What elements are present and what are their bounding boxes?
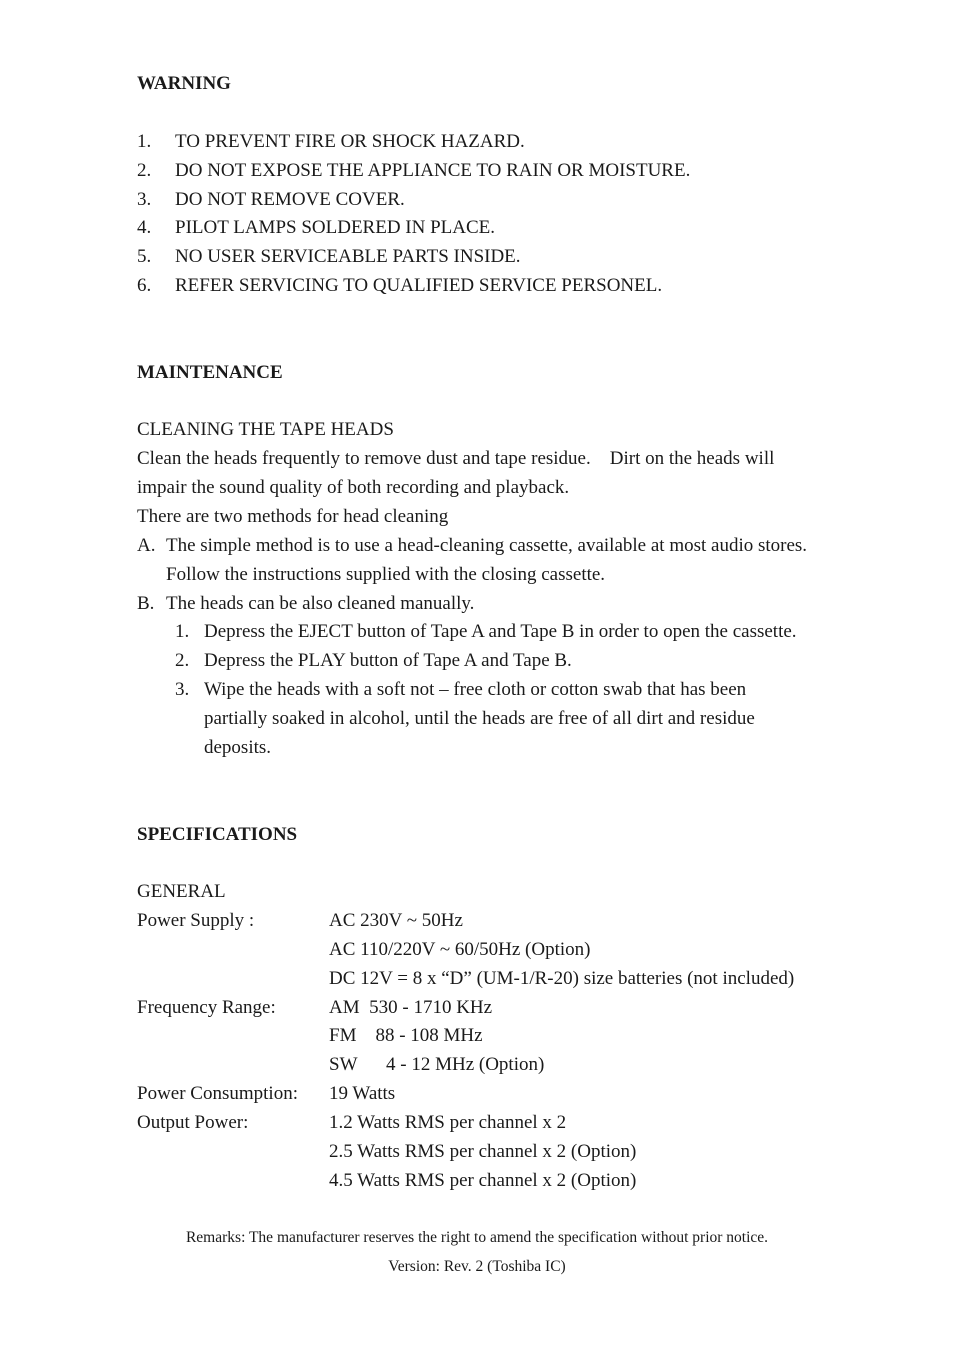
method-a-text: Follow the instructions supplied with the closing cassette. xyxy=(166,564,606,585)
warning-item-number: 5. xyxy=(137,246,152,267)
step-text: partially soaked in alcohol, until the heads are free of all dirt and residue xyxy=(204,708,755,729)
remarks-text: Remarks: The manufacturer reserves the right to amend the specification without prior notice. xyxy=(185,1229,769,1246)
specifications-subheading: GENERAL xyxy=(137,881,226,902)
warning-item-text: DO NOT REMOVE COVER. xyxy=(175,189,405,210)
spec-value: 4.5 Watts RMS per channel x 2 (Option) xyxy=(329,1170,637,1191)
warning-item-text: REFER SERVICING TO QUALIFIED SERVICE PERSONEL. xyxy=(175,275,663,296)
method-a-letter: A. xyxy=(137,535,156,556)
spec-value: FM 88 - 108 MHz xyxy=(329,1025,483,1046)
spec-value: AM 530 - 1710 KHz xyxy=(329,997,493,1018)
warning-item-text: PILOT LAMPS SOLDERED IN PLACE. xyxy=(175,217,496,238)
spec-label: Output Power: xyxy=(137,1112,249,1133)
spec-value: SW 4 - 12 MHz (Option) xyxy=(329,1054,545,1075)
spec-value: 2.5 Watts RMS per channel x 2 (Option) xyxy=(329,1141,637,1162)
warning-item-number: 4. xyxy=(137,217,152,238)
method-a-text: The simple method is to use a head-cleaning cassette, available at most audio stores. xyxy=(166,535,808,556)
warning-heading: WARNING xyxy=(137,73,231,94)
warning-item-text: NO USER SERVICEABLE PARTS INSIDE. xyxy=(175,246,521,267)
method-b-letter: B. xyxy=(137,593,155,614)
spec-label: Power Consumption: xyxy=(137,1083,298,1104)
maintenance-subheading: CLEANING THE TAPE HEADS xyxy=(137,419,394,440)
step-number: 2. xyxy=(175,650,190,671)
spec-value: AC 110/220V ~ 60/50Hz (Option) xyxy=(329,939,591,960)
step-number: 1. xyxy=(175,621,190,642)
step-text: deposits. xyxy=(204,737,272,758)
step-text: Depress the EJECT button of Tape A and Tape B in order to open the cassette. xyxy=(204,621,797,642)
spec-value: DC 12V = 8 x “D” (UM-1/R-20) size batteries (not included) xyxy=(329,968,795,989)
step-text: Depress the PLAY button of Tape A and Tape B. xyxy=(204,650,572,671)
warning-item-text: TO PREVENT FIRE OR SHOCK HAZARD. xyxy=(175,131,525,152)
maintenance-intro-line: impair the sound quality of both recording and playback. xyxy=(137,477,570,498)
method-b-text: The heads can be also cleaned manually. xyxy=(166,593,475,614)
maintenance-intro-line: There are two methods for head cleaning xyxy=(137,506,449,527)
spec-label: Power Supply : xyxy=(137,910,255,931)
warning-item-number: 1. xyxy=(137,131,152,152)
step-number: 3. xyxy=(175,679,190,700)
specifications-heading: SPECIFICATIONS xyxy=(137,824,298,845)
warning-item-text: DO NOT EXPOSE THE APPLIANCE TO RAIN OR MOISTURE. xyxy=(175,160,691,181)
maintenance-intro-line: Clean the heads frequently to remove dust and tape residue. Dirt on the heads will xyxy=(137,448,775,469)
step-text: Wipe the heads with a soft not – free cloth or cotton swab that has been xyxy=(204,679,747,700)
spec-value: 1.2 Watts RMS per channel x 2 xyxy=(329,1112,567,1133)
spec-label: Frequency Range: xyxy=(137,997,276,1018)
version-text: Version: Rev. 2 (Toshiba IC) xyxy=(388,1258,566,1275)
warning-item-number: 6. xyxy=(137,275,152,296)
spec-value: AC 230V ~ 50Hz xyxy=(329,910,463,931)
spec-value: 19 Watts xyxy=(329,1083,396,1104)
warning-item-number: 3. xyxy=(137,189,152,210)
warning-item-number: 2. xyxy=(137,160,152,181)
maintenance-heading: MAINTENANCE xyxy=(137,362,283,383)
